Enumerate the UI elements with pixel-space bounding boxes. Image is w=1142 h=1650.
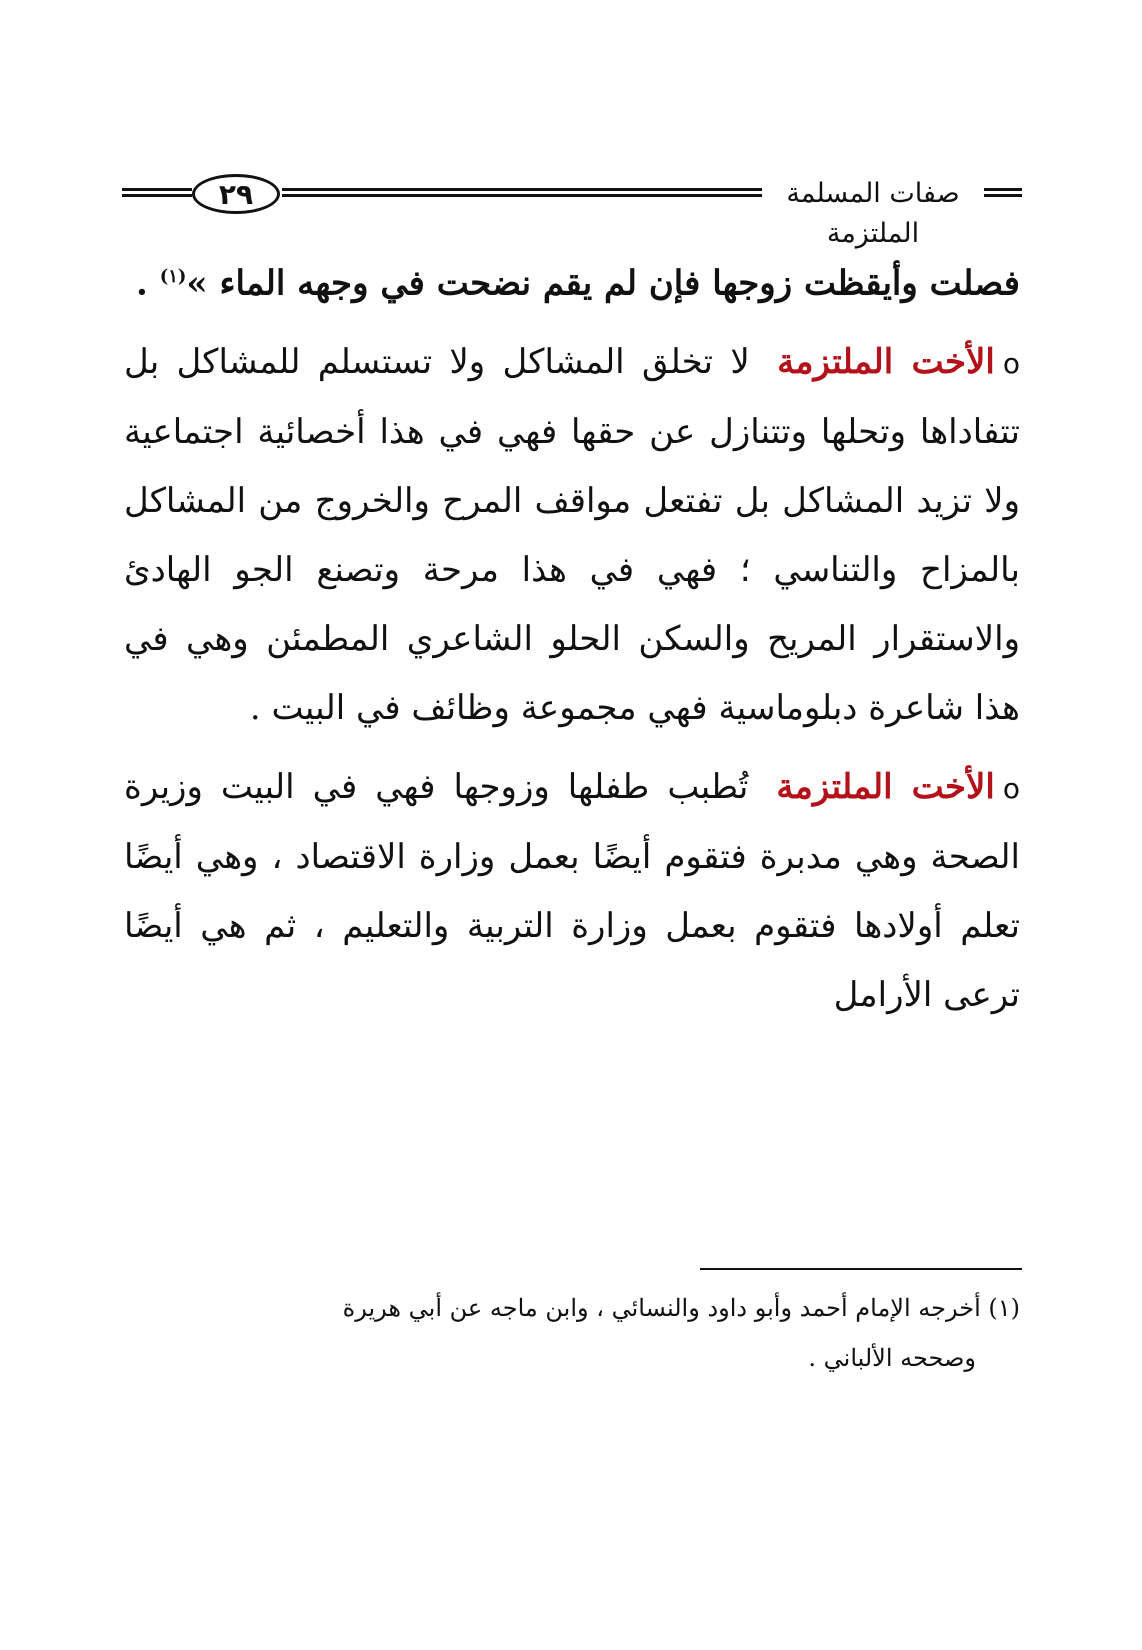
footnote-line-2: وصححه الألباني . xyxy=(808,1344,976,1372)
bullet-circle-icon: o xyxy=(1002,772,1020,806)
paragraph-1-end: . xyxy=(136,263,160,304)
footnote-line-1: (١) أخرجه الإمام أحمد وأبو داود والنسائي ، وابن ماجه عن أبي هريرة xyxy=(342,1294,1020,1322)
running-title: صفات المسلمة الملتزمة xyxy=(786,178,960,249)
page-number: ٢٩ xyxy=(192,174,280,214)
paragraph-3-lead: الأخت الملتزمة xyxy=(776,767,995,808)
paragraph-3-text: تُطبب طفلها وزوجها فهي في البيت وزيرة الصحة وهي مدبرة فتقوم أيضًا بعمل وزارة الاقتصاد ، وهي أيضًا تعلم أولادها فتقوم بعمل وزارة التربية والتعليم ، ثم هي أيضًا ترعى الأرامل xyxy=(124,767,1020,1016)
paragraph-2 xyxy=(124,328,1020,743)
page-header xyxy=(122,170,1022,249)
body-text xyxy=(124,242,1020,1030)
header-rule-middle xyxy=(282,188,762,202)
bullet-circle-icon: o xyxy=(1002,347,1020,381)
paragraph-1-text: فصلت وأيقظت زوجها فإن لم يقم نضحت في وجهه الماء » xyxy=(186,263,1020,304)
header-rule-right xyxy=(984,188,1022,202)
paragraph-2-text: لا تخلق المشاكل ولا تستسلم للمشاكل بل تتفاداها وتحلها وتتنازل عن حقها فهي في هذا أخصائية اجتماعية ولا تزيد المشاكل بل تفتعل مواقف المرح والخروج من المشاكل بالمزاح والتناسي ؛ فهي في هذا مرحة وتصنع الجو الهادئ والاستقرار المريح والسكن الحلو الشاعري المطمئن وهي في هذا شاعرة دبلوماسية فهي مجموعة وظائف في البيت . xyxy=(124,342,1020,729)
footnote-separator xyxy=(700,1268,1022,1270)
paragraph-continuation xyxy=(124,242,1020,318)
footnote-ref[interactable]: (١) xyxy=(159,266,187,287)
paragraph-2-lead: الأخت الملتزمة xyxy=(777,342,995,383)
footnote xyxy=(124,1283,1020,1383)
paragraph-3 xyxy=(124,753,1020,1030)
header-rule-left xyxy=(122,188,192,202)
